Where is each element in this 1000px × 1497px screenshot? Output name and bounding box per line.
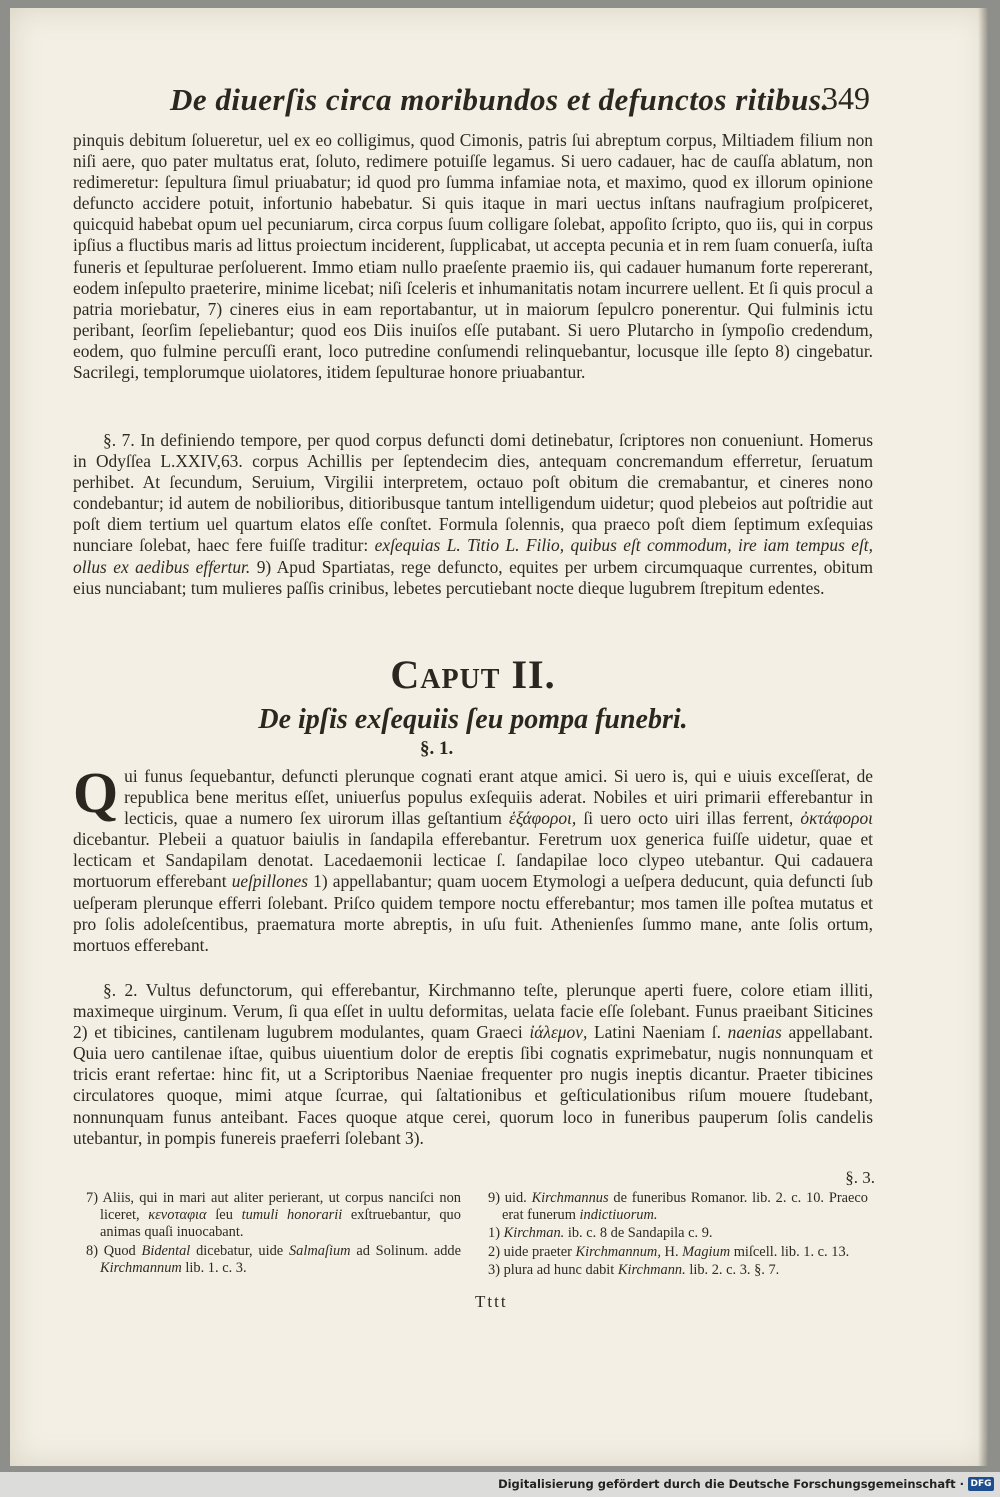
footnote-italic: Kirchman. — [503, 1225, 565, 1242]
footnote-italic: κενοταφια — [148, 1207, 207, 1224]
footnote-3 — [488, 1262, 868, 1279]
footnote-italic: indictiuorum. — [579, 1207, 658, 1224]
dfg-logo-icon: DFG — [968, 1477, 994, 1491]
greek-word: ἑξάφοροι, — [508, 808, 577, 829]
footnote-italic: Magium — [682, 1243, 731, 1260]
page-edge-shadow — [978, 8, 988, 1466]
footnote-8 — [86, 1243, 461, 1277]
footnote-italic: Bidental — [141, 1242, 191, 1259]
footnote-text: ad Solinum. adde — [356, 1242, 461, 1259]
footnote-text: 2) uide praeter — [488, 1243, 572, 1260]
greek-word: ὀκτάφοροι — [800, 808, 873, 829]
chapter-heading — [73, 652, 873, 738]
footnote-2 — [488, 1244, 868, 1261]
text-run: dicebantur. Plebeii a quatuor baiulis in ſandapila efferebantur. Feretrum uox generica fuiſſe uidetur, quae et lecticam et Sandapilam denotat. Lacedaemonii lecticae ſ. ſandapilae loco clypeo utebantur. Qui cadauera mortuorum efferebant — [73, 829, 873, 892]
paragraph-text: pinquis debitum ſolueretur, uel ex eo colligimus, quod Cimonis, patris ſui abreptum corpus, Miltiadem filium non niſi aere, quo pater multatus erat, ſoluto, redimere potuiſſe legamus. Si uero cadauer, hac de cauſſa ablatum, non redimeretur: ſepultura ſimul priuabatur; id quod pro ſumma infamiae nota, et maximo, quod ex illorum opinione defuncto accidere potuit, infortunio habebatur. Si quis itaque in mari uectus inſtans naufragium proſpiceret, quicquid habebat opum uel pecuniarum, circa corpus ſuum colligare ſolebat, appoſito ſcripto, quo iis, qui in corpus ipſius a fluctibus maris ad littus proiectum inciderent, ſupplicabat, ut accepta pecunia et in rem ſuam conuerſa, iuſta funeris et ſepulturae perſoluerent. Immo etiam nullo praeſente praemio iis, qui cadauer humanum forte repererant, eodem inſepulto praeterire, minime licebat; niſi ſceleris et inhumanitatis notam incurrere uellent. Et ſi quis procul a patria moriebatur, 7) cineres eius in eam reportabantur, ut in maiorum ſepulcro ponerentur. Qui fulminis ictu peribant, ſeorſim ſepeliebantur; quod eos Diis inuiſos eſſe putabant. Si uero Plutarcho in ſympoſio credendum, eodem, quo fulmine percuſſi erant, loco putredine conſumendi relinquebantur, locusque ille ſepto 8) cingebatur. Sacrilegi, templorumque uiolatores, itidem ſepulturae honore priuabantur. — [73, 130, 873, 383]
formula-text: exſequias L. Titio L. Filio, quibus eſt commodum, ire iam tempus eſt, ollus ex aedibus effertur. — [73, 535, 873, 577]
footnotes-left-column — [86, 1190, 461, 1278]
footnote-text: de funeribus Romanor. lib. 2. c. 10. Praeco erat funerum — [502, 1190, 868, 1224]
running-head — [170, 76, 870, 128]
text-run: 1) appellabantur; quam uocem Etymologi a ueſpera deducunt, quia defuncti ſub ueſperam plerunque efferri ſolebant. Priſco quidem tempore noctu efferebantur; mos tamen ille poſtea mutatus et pro ſolis adoleſcentibus, praematura morte abreptis, in uſu fuit. Athenienſes ſummo mane, ante ſolis ortum, mortuos efferebant. — [73, 871, 873, 955]
paragraph-continued — [73, 130, 873, 383]
signature-mark: Tttt — [475, 1292, 508, 1311]
footnote-text: 1) — [488, 1225, 500, 1242]
chapter-subtitle: De ipſis exſequiis ſeu pompa funebri. — [258, 704, 688, 735]
text-run: appellabant. Quia uero cantilenae iſtae, quibus uiuentium dolor de ereptis ſibi cognatis exprimebatur, nugis nonnunquam et tricis erant refertae: hinc fit, ut a Scriptoribus Naeniae frequenter pro nugis ineptis dicantur. Praeter tibicines circulatores quoque, mimi atque ſcurrae, qui ſaltationibus et geſticulationibus riſum mouere ſtudebant, nonnunquam funus anteibant. Faces quoque atque cerei, quorum loco in funeribus pauperum ſolis candelis utebantur, in pompis funereis praeferri ſolebant 3). — [73, 1022, 873, 1148]
footer-bar — [0, 1472, 1000, 1497]
paragraph-text — [73, 430, 873, 599]
catchword: §. 3. — [845, 1168, 875, 1187]
footnote-text: ib. c. 8 de Sandapila c. 9. — [567, 1225, 713, 1242]
footnote-7 — [86, 1190, 461, 1242]
footnote-text: 3) plura ad hunc dabit — [488, 1261, 615, 1278]
footnote-italic: tumuli honorarii — [241, 1207, 343, 1224]
funding-credit: Digitalisierung gefördert durch die Deutsche Forschungsgemeinschaft · — [498, 1477, 964, 1491]
running-title: De diuerſis circa moribundos et defunctos ritibus. — [170, 82, 830, 117]
paragraph-text — [73, 760, 873, 956]
footnote-text: 7) Aliis, qui in mari aut aliter perierant, ut corpus nanciſci non liceret, — [86, 1190, 461, 1224]
footnote-italic: Kirchmannum — [100, 1259, 182, 1276]
footnote-1 — [488, 1225, 868, 1242]
footnote-9 — [488, 1190, 868, 1224]
footnote-text: 8) Quod — [86, 1242, 136, 1259]
footnote-text: exſtruebantur, quo animas quaſi inuocabant. — [100, 1207, 461, 1241]
footnote-text: miſcell. lib. 1. c. 13. — [733, 1243, 850, 1260]
footnote-italic: Kirchmannum, — [575, 1243, 661, 1260]
paragraph-section-1 — [73, 760, 873, 956]
footnotes-right-column — [488, 1190, 868, 1280]
italic-term: naenias — [727, 1022, 782, 1043]
text-run: §. 7. In definiendo tempore, per quod corpus defuncti domi detinebatur, ſcriptores non conueniunt. Homerus in Odyſſea L.XXIV,63. corpus Achillis per ſeptendecim dies, antequam concremandum efferretur, ſeruatum perhibet. At ſecundum, Seruium, Virgilii interpretem, octauo poſt obitum die cremabantur, et cineres nono condebantur; id autem de nobilioribus, ditioribusque tantum intelligendum uidetur; quod plebeios aut poſtridie aut poſt diem tertium uel quartum elatos eſſe conſtet. Formula ſolennis, qua praeco poſt diem ſeptimum exſequias nunciare ſolebat, haec fere fuiſſe traditur: — [73, 430, 873, 556]
page-number: 349 — [822, 80, 870, 116]
text-run: ſi uero octo uiri illas ferrent, — [583, 808, 794, 829]
footnote-italic: Salmaſium — [288, 1242, 351, 1259]
paragraph-section-2 — [73, 980, 873, 1149]
footnote-text: ſeu — [215, 1207, 233, 1224]
footnote-italic: Kirchmann. — [617, 1261, 686, 1278]
footnote-italic: Kirchmannus — [531, 1190, 609, 1206]
footnote-text: H. — [664, 1243, 679, 1260]
text-run: ui funus ſequebantur, defuncti plerunque cognati erant atque amici. Si uero is, qui e uiuis exceſſerat, de republica bene meritus eſſet, uniuerſus populus exſequiis aderat. Nobiles et uiri primarii efferebantur in lecticis, quae a numero ſex uirorum illas geſtantium — [124, 766, 873, 829]
footnote-text: lib. 2. c. 3. §. 7. — [689, 1261, 780, 1278]
text-run: §. 2. Vultus defunctorum, qui efferebantur, Kirchmanno teſte, plerunque aperti fuere, colore etiam illiti, maximeque uirginum. Verum, ſi qua eſſet in uultu deformitas, uelata facie eſſe ſolebant. Funus praeibant Siticines 2) et tibicines, cantilenam lugubrem modulantes, quam Graeci — [73, 980, 873, 1043]
footnote-text: lib. 1. c. 3. — [185, 1259, 247, 1276]
text-run: 9) Apud Spartiatas, rege defuncto, equites per urbem circumquaque currentes, obitum eius nunciabant; tum mulieres paſſis crinibus, lebetes percutiebant nocte dieque lugubrem ſtrepitum edentes. — [73, 556, 873, 598]
paragraph-section-7 — [73, 430, 873, 599]
footnote-text: dicebatur, uide — [196, 1242, 284, 1259]
text-run: Latini Naeniam ſ. — [594, 1022, 721, 1043]
greek-word: ἰάλεμον, — [529, 1022, 588, 1043]
section-mark: §. 1. — [420, 738, 454, 759]
drop-initial: Q — [73, 760, 119, 825]
italic-term: ueſpillones — [231, 871, 309, 892]
footnote-text: 9) uid. — [488, 1190, 527, 1206]
paragraph-text — [73, 980, 873, 1149]
chapter-title: Caput II. — [390, 652, 556, 697]
